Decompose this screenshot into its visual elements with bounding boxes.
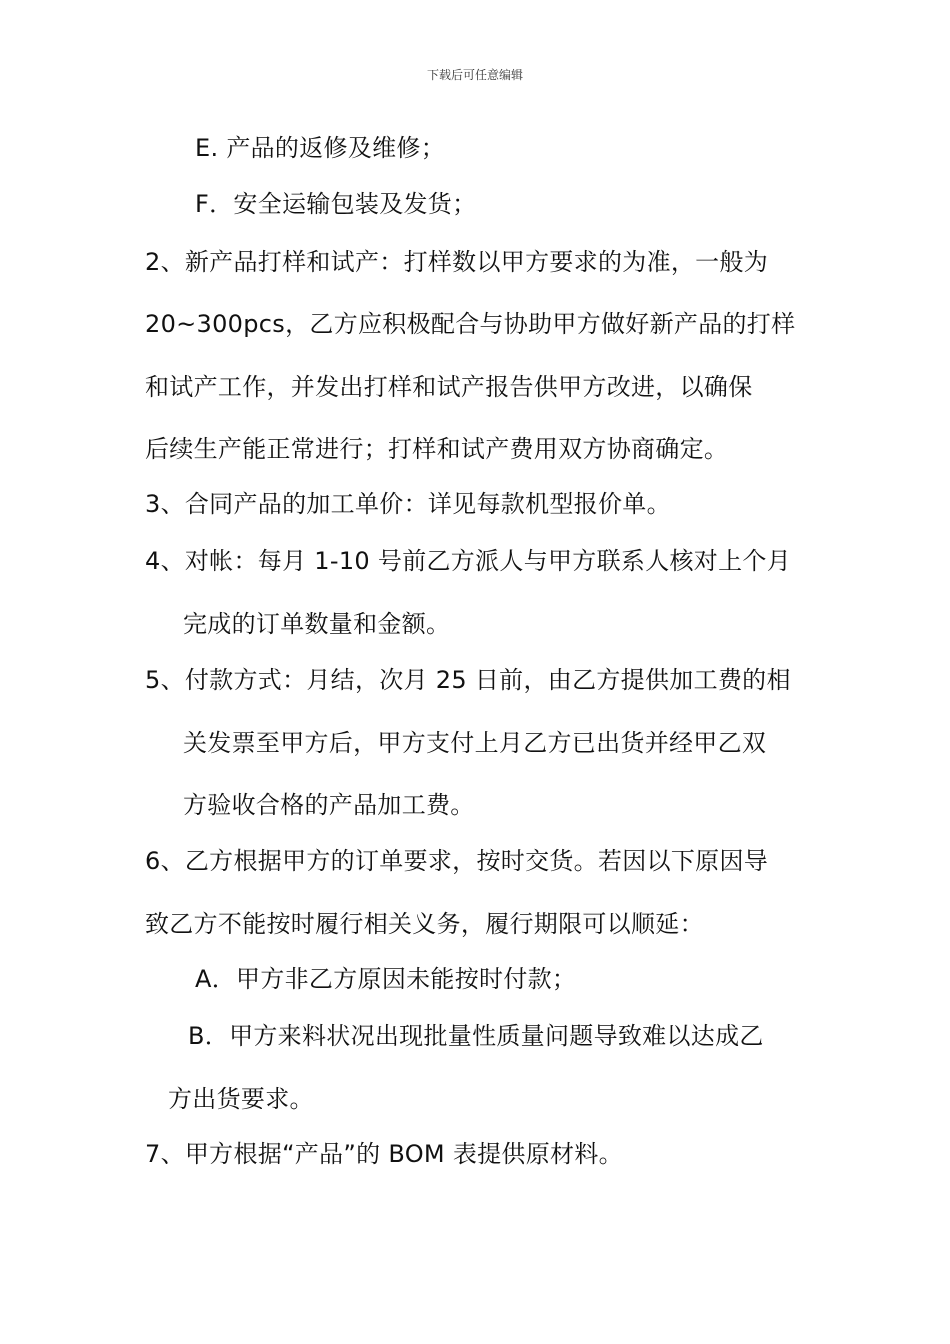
clause-4-line-2: 完成的订单数量和金额。 [183, 610, 451, 638]
item-b-material-line-2: 方出货要求。 [168, 1085, 314, 1113]
clause-2-line-2: 20~300pcs，乙方应积极配合与协助甲方做好新产品的打样 [145, 310, 796, 338]
item-a-payment: A．甲方非乙方原因未能按时付款； [195, 965, 577, 993]
clause-2-line-4: 后续生产能正常进行；打样和试产费用双方协商确定。 [145, 435, 729, 463]
clause-7: 7、甲方根据“产品”的 BOM 表提供原材料。 [145, 1140, 623, 1168]
clause-5-line-1: 5、付款方式：月结，次月 25 日前，由乙方提供加工费的相 [145, 666, 791, 694]
clause-4-line-1: 4、对帐：每月 1-10 号前乙方派人与甲方联系人核对上个月 [145, 547, 791, 575]
clause-6-line-1: 6、乙方根据甲方的订单要求，按时交货。若因以下原因导 [145, 847, 769, 875]
clause-2-line-1: 2、新产品打样和试产：打样数以甲方要求的为准，一般为 [145, 248, 769, 276]
item-e-repair: E. 产品的返修及维修； [195, 134, 446, 162]
item-f-shipping: F．安全运输包装及发货； [195, 190, 477, 218]
page-header: 下载后可任意编辑 [426, 68, 523, 82]
clause-6-line-2: 致乙方不能按时履行相关义务，履行期限可以顺延： [145, 910, 704, 938]
clause-3: 3、合同产品的加工单价：详见每款机型报价单。 [145, 490, 671, 518]
clause-5-line-2: 关发票至甲方后，甲方支付上月乙方已出货并经甲乙双 [183, 729, 767, 757]
item-b-material-line-1: B．甲方来料状况出现批量性质量问题导致难以达成乙 [188, 1022, 764, 1050]
clause-2-line-3: 和试产工作，并发出打样和试产报告供甲方改进，以确保 [145, 373, 753, 401]
clause-5-line-3: 方验收合格的产品加工费。 [183, 791, 475, 819]
